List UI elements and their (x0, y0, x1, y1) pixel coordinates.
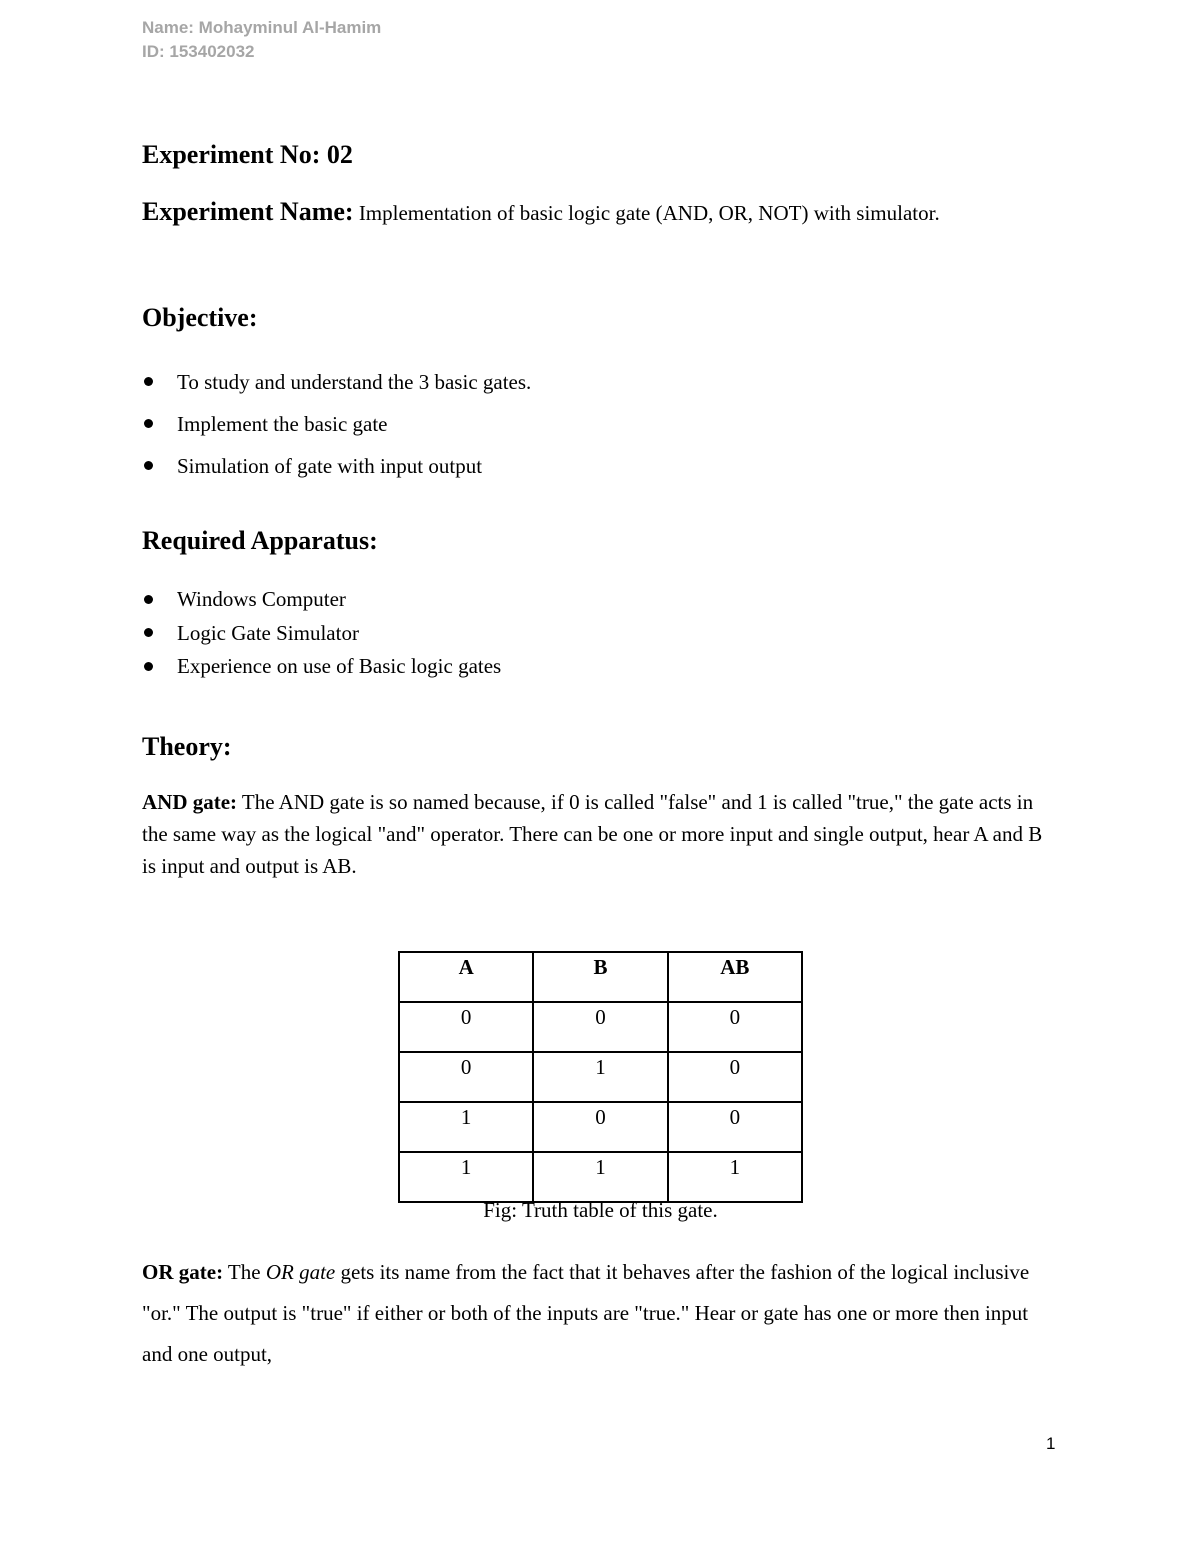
and-gate-label: AND gate: (142, 790, 238, 814)
objective-heading: Objective: (142, 303, 258, 332)
table-cell: 0 (668, 1052, 802, 1102)
student-id: ID: 153402032 (142, 42, 255, 61)
truth-table (398, 951, 803, 1203)
table-caption: Fig: Truth table of this gate. (483, 1198, 718, 1222)
objective-list (142, 361, 531, 487)
table-row (399, 1002, 802, 1052)
or-gate-label: OR gate: (142, 1260, 224, 1284)
table-row (399, 1102, 802, 1152)
table-cell: 1 (399, 1102, 533, 1152)
table-cell: 0 (399, 1052, 533, 1102)
list-item: Logic Gate Simulator (142, 617, 501, 651)
list-item: Experience on use of Basic logic gates (142, 650, 501, 684)
table-cell: 0 (533, 1102, 667, 1152)
or-gate-text-1: The (223, 1260, 266, 1284)
list-item: Windows Computer (142, 583, 501, 617)
and-gate-text: The AND gate is so named because, if 0 is called "false" and 1 is called "true," the gate acts in the same way as the logical "and" operator. There can be one or more input and single output, hear A and B is input and output is AB. (142, 790, 1043, 878)
experiment-name-label: Experiment Name: (142, 197, 354, 226)
table-cell: 1 (533, 1052, 667, 1102)
student-name: Name: Mohayminul Al-Hamim (142, 18, 382, 37)
experiment-name-value: Implementation of basic logic gate (AND, OR, NOT) with simulator. (353, 201, 940, 225)
and-gate-paragraph (142, 786, 1057, 882)
column-header-a: A (399, 952, 533, 1002)
table-cell: 1 (533, 1152, 667, 1202)
theory-heading: Theory: (142, 732, 232, 761)
table-cell: 0 (399, 1002, 533, 1052)
table-header-row (399, 952, 802, 1002)
table-row (399, 1052, 802, 1102)
table-cell: 1 (668, 1152, 802, 1202)
table-cell: 1 (399, 1152, 533, 1202)
table-cell: 0 (668, 1002, 802, 1052)
column-header-ab: AB (668, 952, 802, 1002)
list-item: Simulation of gate with input output (142, 445, 531, 487)
apparatus-heading: Required Apparatus: (142, 526, 378, 555)
table-row (399, 1152, 802, 1202)
experiment-number: Experiment No: 02 (142, 140, 353, 169)
list-item: Implement the basic gate (142, 403, 531, 445)
column-header-b: B (533, 952, 667, 1002)
list-item: To study and understand the 3 basic gates. (142, 361, 531, 403)
table-cell: 0 (668, 1102, 802, 1152)
apparatus-list (142, 583, 501, 684)
table-cell: 0 (533, 1002, 667, 1052)
or-gate-text-2: gets its name from the fact that it behaves after the fashion of the logical inclusive "or." The output is "true" if either or both of the inputs are "true." Hear or gate has one or more then input and one output, (142, 1260, 1030, 1366)
or-gate-italic: OR gate (265, 1260, 336, 1284)
or-gate-paragraph (142, 1252, 1057, 1375)
page-number: 1 (1046, 1434, 1056, 1453)
page-header (142, 16, 381, 64)
experiment-name (142, 197, 940, 227)
